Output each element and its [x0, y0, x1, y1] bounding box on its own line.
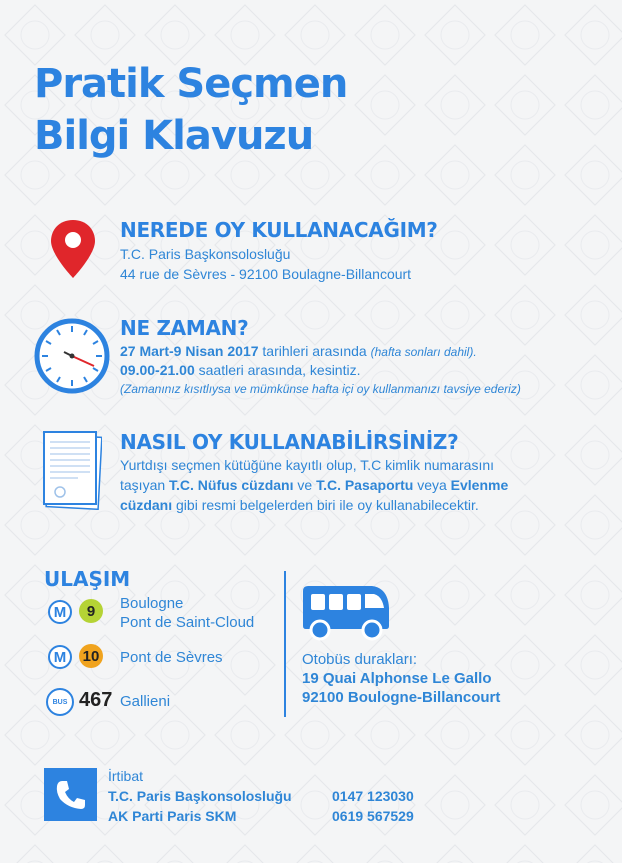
- metro9-stop-2: Pont de Saint-Cloud: [120, 614, 255, 631]
- bus-stop: Gallieni: [120, 693, 171, 710]
- how-text: ve: [293, 477, 317, 493]
- bus-line-number: 467: [79, 689, 113, 711]
- where-line-2: 44 rue de Sèvres - 92100 Boulagne-Billancourt: [120, 266, 412, 282]
- how-id-card: T.C. Nüfus cüzdanı: [169, 477, 294, 493]
- how-passport: T.C. Pasaportu: [316, 477, 414, 493]
- when-hours-text: saatleri arasında, kesintiz.: [194, 362, 361, 378]
- how-heading: NASIL OY KULLANABİLİRSİNİZ?: [120, 430, 459, 454]
- page-title: [34, 58, 347, 162]
- how-text: veya: [413, 477, 451, 493]
- map-pin-icon: [48, 218, 98, 280]
- when-hours-range: 09.00-21.00: [120, 362, 195, 378]
- metro-icon: M: [48, 645, 72, 669]
- where-heading: NEREDE OY KULLANACAĞIM?: [120, 218, 438, 242]
- transport-divider: [284, 571, 286, 717]
- bus-stop-address-2: 92100 Boulogne-Billancourt: [302, 689, 501, 706]
- bus-stops-label: Otobüs durakları:: [302, 651, 418, 668]
- bus-icon: [302, 582, 390, 642]
- title-line-2: Bilgi Klavuzu: [34, 113, 314, 159]
- where-line-1: T.C. Paris Başkonsolosluğu: [120, 246, 291, 262]
- how-line-1: Yurtdışı seçmen kütüğüne kayıtlı olup, T.C kimlik numarasını: [120, 457, 495, 473]
- metro-line-10: 10: [79, 644, 103, 668]
- contact-org-2: AK Parti Paris SKM: [108, 808, 237, 824]
- bus-badge-icon: BUS: [46, 688, 74, 716]
- clock-icon: [34, 318, 110, 394]
- metro-line-9: 9: [79, 599, 103, 623]
- how-text: taşıyan: [120, 477, 170, 493]
- how-marriage-book-cont: cüzdanı: [120, 497, 173, 513]
- when-dates: [120, 342, 477, 362]
- metro9-stop-1: Boulogne: [120, 595, 184, 612]
- bus-stop-address-1: 19 Quai Alphonse Le Gallo: [302, 670, 492, 687]
- transport-heading: ULAŞIM: [44, 567, 131, 591]
- how-marriage-book: Evlenme: [450, 477, 509, 493]
- document-icon: [42, 430, 102, 510]
- when-date-range: 27 Mart-9 Nisan 2017: [120, 343, 259, 359]
- when-date-text: tarihleri arasında: [258, 343, 371, 359]
- metro-icon: M: [48, 600, 72, 624]
- how-line-3: [120, 496, 479, 515]
- contact-phone-1: 0147 123030: [332, 788, 414, 804]
- when-date-note: (hafta sonları dahil).: [370, 345, 477, 359]
- metro10-stop: Pont de Sèvres: [120, 649, 223, 666]
- contact-phone-2: 0619 567529: [332, 808, 414, 824]
- phone-icon-box: [44, 768, 97, 821]
- when-heading: NE ZAMAN?: [120, 316, 249, 340]
- when-hours: [120, 361, 360, 380]
- contact-label: İrtibat: [108, 768, 144, 784]
- how-line-2: [120, 476, 508, 495]
- how-text: gibi resmi belgelerden biri ile oy kullanabilecektir.: [172, 497, 479, 513]
- when-note: (Zamanınız kısıtlıysa ve mümkünse hafta içi oy kullanmanızı tavsiye ederiz): [120, 382, 521, 396]
- phone-icon: [54, 778, 88, 812]
- contact-org-1: T.C. Paris Başkonsolosluğu: [108, 788, 292, 804]
- title-line-1: Pratik Seçmen: [34, 61, 348, 107]
